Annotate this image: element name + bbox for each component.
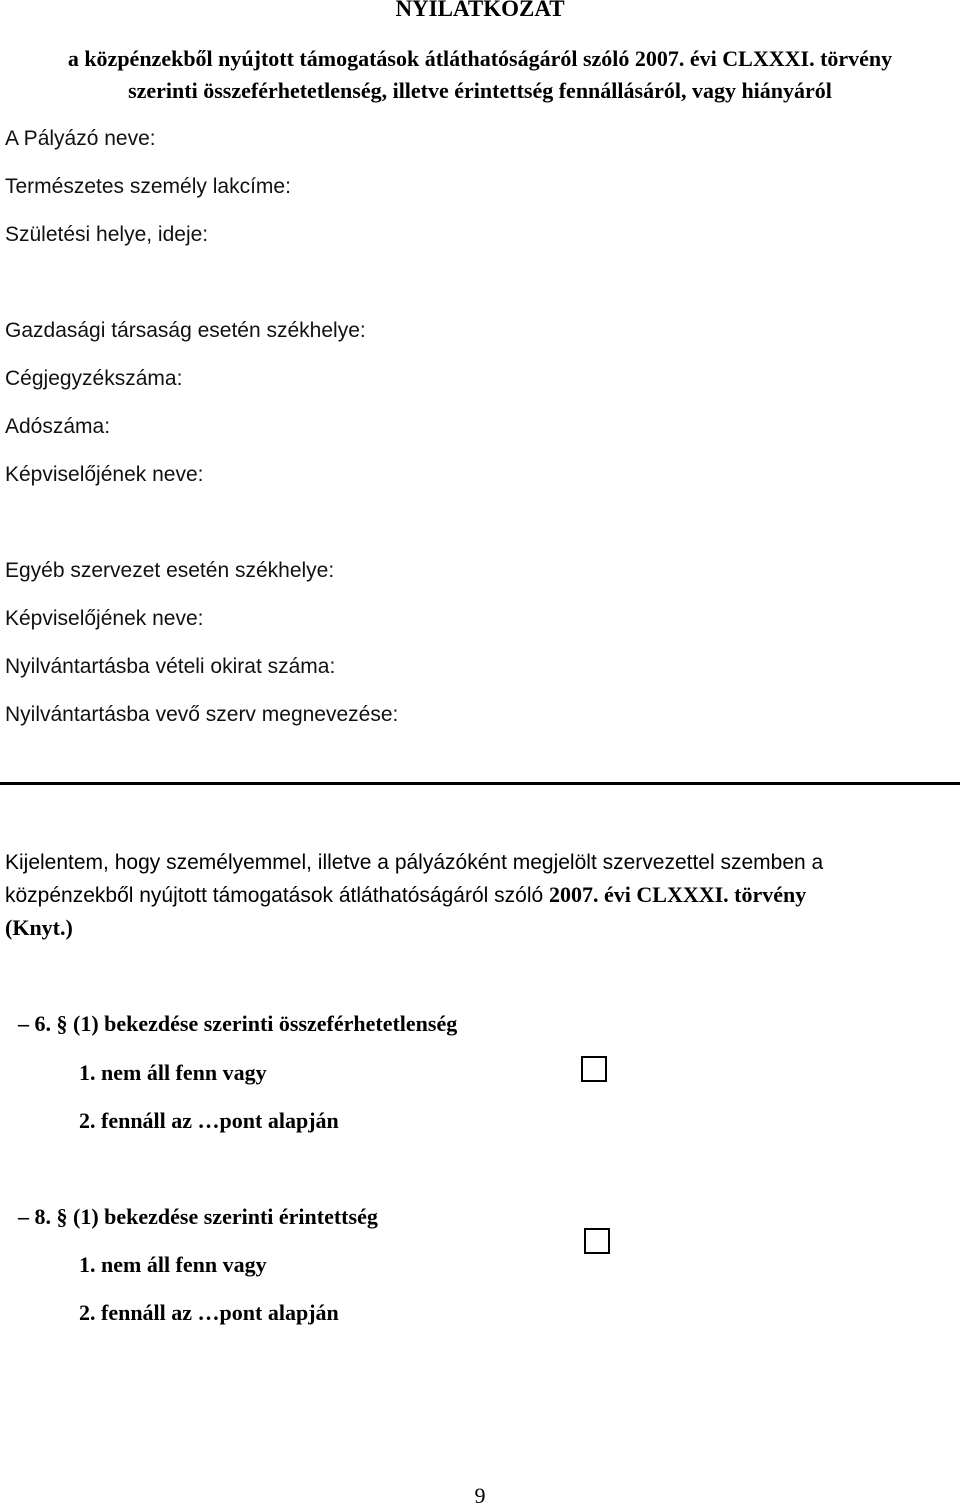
field-company-seat: Gazdasági társaság esetén székhelye:: [5, 319, 366, 342]
page-number: 9: [474, 1483, 486, 1508]
declaration-line-2: közpénzekből nyújtott támogatások átláthatóságáról szóló: [5, 884, 550, 907]
section-6-option-2: 2. fennáll az …pont alapján: [79, 1108, 339, 1133]
subtitle-line-1: a közpénzekből nyújtott támogatások átláthatóságáról szóló 2007. évi CLXXXI. törvény: [67, 46, 893, 71]
subtitle-line-2: szerinti összeférhetetlenség, illetve érintettség fennállásáról, vagy hiányáról: [128, 78, 832, 103]
field-person-address: Természetes személy lakcíme:: [5, 175, 291, 198]
field-registry-number: Cégjegyzékszáma:: [5, 367, 183, 390]
section-6-option-1: 1. nem áll fenn vagy: [79, 1060, 267, 1085]
field-applicant-name: A Pályázó neve:: [5, 127, 156, 150]
field-company-representative: Képviselőjének neve:: [5, 463, 204, 486]
declaration-paragraph: [5, 847, 905, 945]
section-8-heading: – 8. § (1) bekezdése szerinti érintettség: [18, 1204, 378, 1229]
section-8-option-2: 2. fennáll az …pont alapján: [79, 1300, 339, 1325]
document-title: NYILATKOZAT: [395, 0, 565, 21]
field-tax-number: Adószáma:: [5, 415, 111, 438]
declaration-abbreviation: (Knyt.): [5, 915, 73, 940]
field-organization-representative: Képviselőjének neve:: [5, 607, 204, 630]
section-8-option-1: 1. nem áll fenn vagy: [79, 1252, 267, 1277]
field-birth-place-date: Születési helye, ideje:: [5, 223, 209, 246]
section-8-checkbox[interactable]: [584, 1228, 610, 1254]
field-registration-document-number: Nyilvántartásba vételi okirat száma:: [5, 655, 336, 678]
declaration-line-1: Kijelentem, hogy személyemmel, illetve a pályázóként megjelölt szervezettel szemben a: [5, 851, 824, 874]
declaration-law-reference: 2007. évi CLXXXI. törvény: [549, 882, 807, 907]
section-6-checkbox[interactable]: [581, 1056, 607, 1082]
field-organization-seat: Egyéb szervezet esetén székhelye:: [5, 559, 335, 582]
separator-line: [0, 782, 960, 785]
field-registering-authority: Nyilvántartásba vevő szerv megnevezése:: [5, 703, 399, 726]
section-6-heading: – 6. § (1) bekezdése szerinti összeférhetetlenség: [18, 1011, 458, 1036]
